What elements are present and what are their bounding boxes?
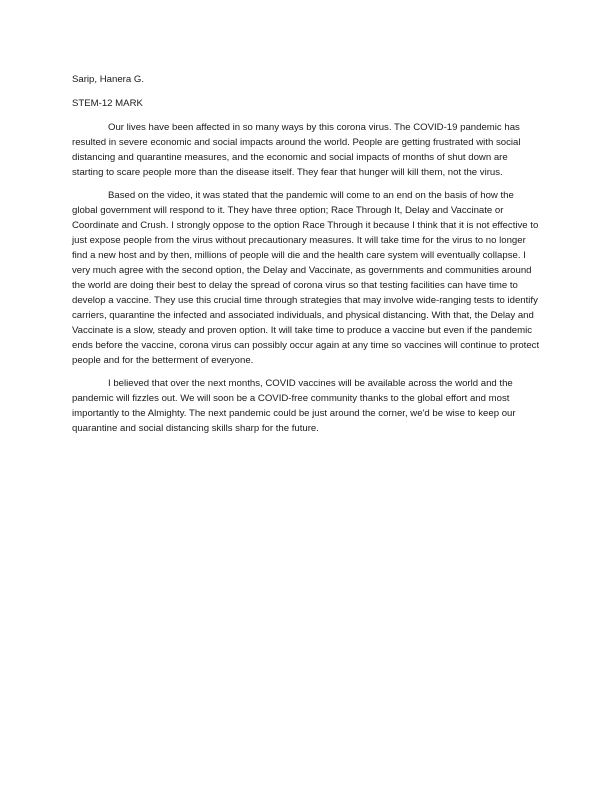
paragraph-3: I believed that over the next months, COVID vaccines will be available across the world and the pandemic will fizzles out. We will soon be a COVID-free community thanks to the global effort and most importantly to the Almighty. The next pandemic could be just around the corner, we'd be wise to keep our quarantine and social distancing skills sharp for the future. — [72, 378, 516, 434]
section-label: STEM-12 MARK — [72, 98, 143, 109]
paragraph-2: Based on the video, it was stated that the pandemic will come to an end on the basis of how the global government will respond to it. They have three option; Race Through It, Delay and Vaccinate or Coordinate and Crush. I strongly oppose to the option Race Through it because I think that it is not effective to just expose people from the virus without precautionary measures. It will take time for the virus to no longer find a new host and by then, millions of people will die and the health care system will eventually collapse. I very much agree with the second option, the Delay and Vaccinate, as governments and communities around the world are doing their best to delay the spread of corona virus so that testing facilities can have time to develop a vaccine. They use this crucial time through strategies that may involve wide-ranging tests to identify carriers, quarantine the infected and associated individuals, and physical distancing. With that, the Delay and Vaccinate is a slow, steady and proven option. It will take time to produce a vaccine but even if the pandemic ends before the vaccine, corona virus can possibly occur again at any time so vaccines will continue to protect people and for the betterment of everyone. — [72, 190, 540, 366]
paragraph-1: Our lives have been affected in so many ways by this corona virus. The COVID-19 pandemic has resulted in severe economic and social impacts around the world. People are getting frustrated with social distancing and quarantine measures, and the economic and social impacts of months of shut down are starting to scare people more than the disease itself. They fear that hunger will kill them, not the virus. — [72, 122, 521, 178]
author-name: Sarip, Hanera G. — [72, 74, 144, 85]
document-body — [72, 72, 540, 444]
